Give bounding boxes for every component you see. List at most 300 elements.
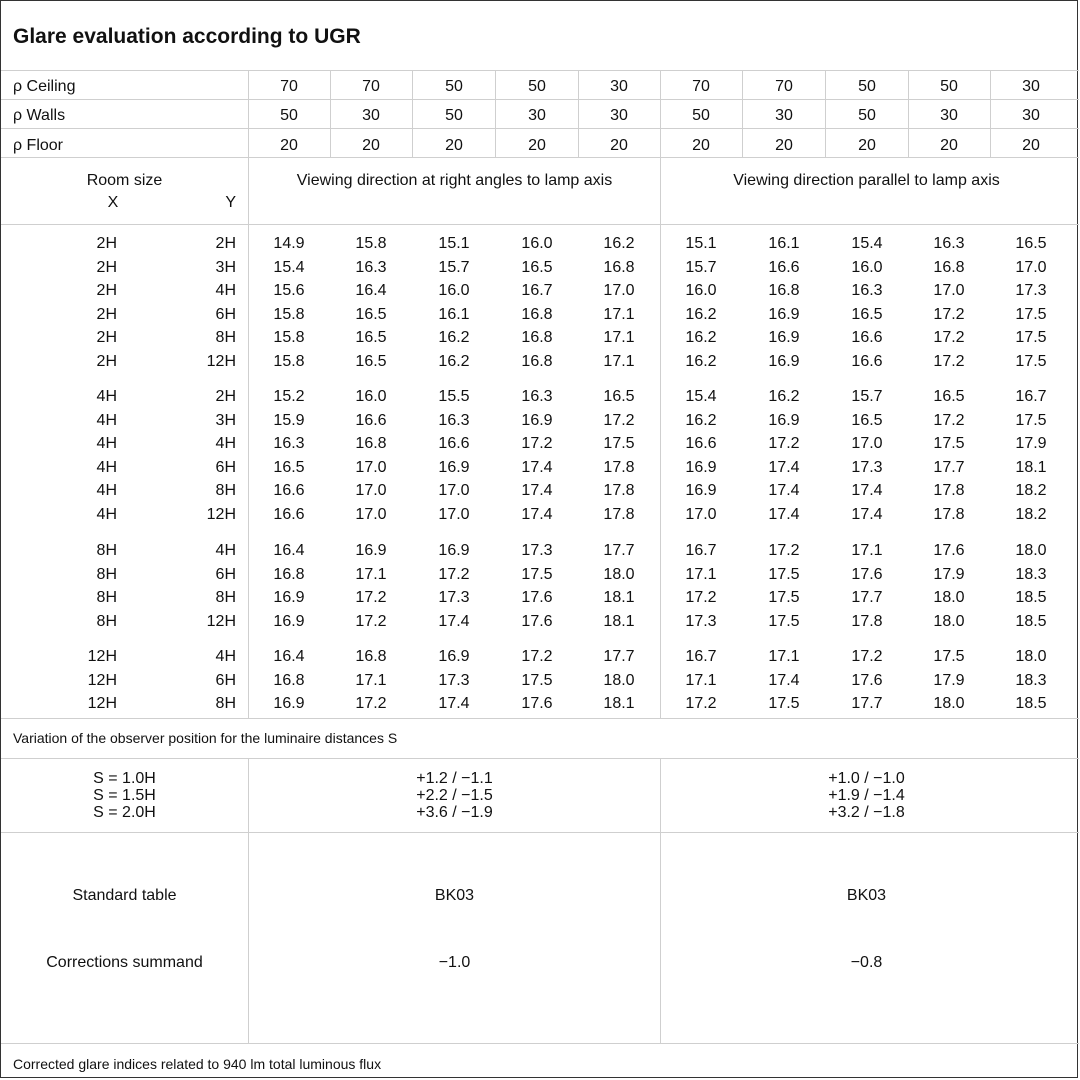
ugr-value: 17.5 (521, 671, 553, 689)
room-size-y: 2H (215, 388, 236, 405)
ugr-value: 16.9 (768, 329, 800, 347)
ugr-value: 18.0 (933, 589, 965, 607)
room-size-x: 4H (96, 482, 117, 500)
room-size-x: 8H (96, 565, 117, 583)
ugr-value: 16.3 (521, 388, 553, 405)
room-size-x: 2H (96, 282, 117, 300)
ugr-value: 16.2 (685, 411, 717, 429)
ugr-value: 16.4 (273, 542, 305, 559)
ugr-value: 18.5 (1015, 695, 1047, 713)
reflectance-value: 50 (280, 107, 298, 124)
variation-label: S = 1.0H (93, 770, 156, 787)
room-size-x: 8H (96, 612, 117, 630)
room-size-x: 4H (96, 411, 117, 429)
ugr-value: 18.1 (603, 589, 635, 607)
ugr-value: 18.3 (1015, 565, 1047, 583)
reflectance-value: 20 (1022, 137, 1040, 154)
ugr-value: 17.2 (521, 648, 553, 665)
room-size-y: 6H (215, 565, 236, 583)
room-size-y: 2H (215, 235, 236, 252)
variation-label: S = 1.5H (93, 787, 156, 804)
ugr-value: 16.6 (355, 411, 387, 429)
ugr-value: 16.0 (355, 388, 387, 405)
ugr-value: 16.2 (438, 329, 470, 347)
ugr-value: 16.7 (685, 648, 717, 665)
ugr-value: 17.7 (933, 458, 965, 476)
divider-line (742, 70, 743, 157)
ugr-value: 16.2 (603, 235, 635, 252)
ugr-value: 15.2 (273, 388, 305, 405)
ugr-value: 17.7 (851, 589, 883, 607)
divider-line (1, 128, 1079, 129)
reflectance-value: 50 (858, 78, 876, 95)
room-size-x: 2H (96, 235, 117, 252)
room-size-y: 6H (215, 458, 236, 476)
room-size-y: 8H (215, 589, 236, 607)
divider-line (1, 224, 1079, 225)
ugr-value: 17.9 (1015, 435, 1047, 453)
reflectance-value: 30 (940, 107, 958, 124)
ugr-value: 15.1 (685, 235, 717, 252)
ugr-value: 17.2 (355, 589, 387, 607)
ugr-value: 18.1 (603, 612, 635, 630)
ugr-value: 15.8 (273, 329, 305, 347)
ugr-value: 16.5 (1015, 235, 1047, 252)
room-size-y-label: Y (225, 194, 236, 211)
reflectance-value: 20 (445, 137, 463, 154)
ugr-value: 17.2 (768, 542, 800, 559)
ugr-value: 16.4 (355, 282, 387, 300)
room-size-y: 4H (215, 542, 236, 559)
room-size-y: 3H (215, 258, 236, 276)
room-size-y: 12H (206, 353, 236, 370)
room-size-x: 2H (96, 353, 117, 370)
ugr-value: 18.0 (933, 612, 965, 630)
ugr-value: 17.3 (521, 542, 553, 559)
room-size-x: 8H (96, 589, 117, 607)
ugr-value: 16.5 (355, 353, 387, 370)
ugr-value: 16.5 (355, 329, 387, 347)
reflectance-value: 20 (692, 137, 710, 154)
variation-value: +1.0 / −1.0 (828, 770, 905, 787)
ugr-value: 17.6 (521, 695, 553, 713)
ugr-value: 15.6 (273, 282, 305, 300)
ugr-value: 17.9 (933, 671, 965, 689)
ugr-value: 16.9 (438, 458, 470, 476)
ugr-value: 17.1 (685, 565, 717, 583)
ugr-value: 17.8 (603, 506, 635, 523)
ugr-value: 17.2 (355, 695, 387, 713)
reflectance-value: 70 (280, 78, 298, 95)
ugr-value: 17.5 (933, 435, 965, 453)
ugr-value: 17.5 (933, 648, 965, 665)
ugr-value: 16.3 (933, 235, 965, 252)
reflectance-value: 20 (610, 137, 628, 154)
corrections-value-parallel: −0.8 (850, 954, 883, 971)
ugr-value: 16.9 (768, 411, 800, 429)
ugr-value: 16.2 (685, 329, 717, 347)
ugr-value: 16.9 (438, 542, 470, 559)
ugr-value: 17.8 (603, 458, 635, 476)
ugr-value: 18.1 (1015, 458, 1047, 476)
ugr-value: 18.0 (1015, 648, 1047, 665)
divider-line (495, 70, 496, 157)
ugr-value: 17.5 (1015, 305, 1047, 323)
ugr-value: 17.4 (768, 506, 800, 523)
reflectance-value: 20 (775, 137, 793, 154)
ugr-value: 16.5 (521, 258, 553, 276)
reflectance-value: 50 (940, 78, 958, 95)
divider-line (908, 70, 909, 157)
ugr-value: 16.5 (603, 388, 635, 405)
variation-labels (1, 770, 248, 821)
ugr-value: 17.1 (355, 565, 387, 583)
reflectance-value: 50 (445, 78, 463, 95)
divider-line (412, 70, 413, 157)
ugr-value: 16.9 (273, 612, 305, 630)
ugr-value: 16.9 (273, 695, 305, 713)
parallel-heading: Viewing direction parallel to lamp axis (733, 172, 1000, 189)
ugr-value: 17.3 (851, 458, 883, 476)
ugr-value: 18.0 (603, 671, 635, 689)
ugr-value: 16.6 (851, 353, 883, 370)
variation-right-angles (249, 770, 660, 821)
ugr-value: 17.0 (355, 506, 387, 523)
ugr-value: 16.8 (768, 282, 800, 300)
room-size-x: 8H (96, 542, 117, 559)
ugr-value: 17.0 (1015, 258, 1047, 276)
room-size-y: 12H (206, 506, 236, 523)
ugr-value: 18.0 (933, 695, 965, 713)
ugr-value: 17.4 (438, 612, 470, 630)
ugr-value: 16.8 (355, 648, 387, 665)
ugr-value: 15.8 (273, 353, 305, 370)
ugr-value: 17.2 (438, 565, 470, 583)
ugr-value: 15.4 (685, 388, 717, 405)
ugr-value: 16.7 (685, 542, 717, 559)
ugr-value: 17.0 (685, 506, 717, 523)
ugr-value: 17.8 (603, 482, 635, 500)
ugr-value: 17.1 (603, 305, 635, 323)
variation-value: +3.2 / −1.8 (828, 804, 905, 821)
ugr-value: 16.6 (768, 258, 800, 276)
room-size-y: 4H (215, 282, 236, 300)
ugr-value: 17.6 (521, 612, 553, 630)
ugr-value: 16.8 (521, 353, 553, 370)
ugr-value: 17.5 (768, 612, 800, 630)
ugr-value: 16.5 (273, 458, 305, 476)
ugr-value: 17.4 (851, 482, 883, 500)
divider-line (578, 70, 579, 157)
ugr-value: 17.5 (603, 435, 635, 453)
ugr-value: 16.8 (273, 671, 305, 689)
reflectance-value: 70 (362, 78, 380, 95)
ugr-value: 17.1 (603, 329, 635, 347)
ugr-value: 15.9 (273, 411, 305, 429)
room-size-label: Room size (86, 172, 163, 189)
ugr-value: 16.2 (768, 388, 800, 405)
reflectance-value: 70 (692, 78, 710, 95)
ugr-value: 17.4 (768, 458, 800, 476)
room-size-x: 4H (96, 388, 117, 405)
ugr-value: 17.0 (603, 282, 635, 300)
reflectance-value: 20 (362, 137, 380, 154)
reflectance-label: ρ Walls (13, 107, 66, 124)
ugr-value: 17.5 (768, 565, 800, 583)
ugr-value: 18.1 (603, 695, 635, 713)
divider-line (248, 70, 249, 718)
footer-note: Corrected glare indices related to 940 lm total luminous flux (13, 1056, 382, 1072)
ugr-value: 17.1 (685, 671, 717, 689)
ugr-value: 17.2 (685, 589, 717, 607)
divider-line (1, 832, 1079, 833)
ugr-value: 16.0 (851, 258, 883, 276)
divider-line (1, 157, 1079, 158)
room-size-y: 8H (215, 695, 236, 713)
ugr-value: 16.9 (768, 353, 800, 370)
ugr-value: 17.5 (521, 565, 553, 583)
ugr-value: 16.1 (768, 235, 800, 252)
reflectance-value: 50 (445, 107, 463, 124)
ugr-value: 17.3 (685, 612, 717, 630)
right-angles-heading: Viewing direction at right angles to lamp axis (296, 172, 613, 189)
divider-line (1, 758, 1079, 759)
ugr-value: 17.2 (851, 648, 883, 665)
ugr-value: 16.8 (521, 305, 553, 323)
ugr-value: 16.6 (273, 482, 305, 500)
ugr-value: 15.1 (438, 235, 470, 252)
ugr-value: 15.7 (438, 258, 470, 276)
ugr-value: 17.3 (438, 671, 470, 689)
ugr-value: 16.0 (438, 282, 470, 300)
ugr-value: 17.1 (768, 648, 800, 665)
room-size-x: 2H (96, 329, 117, 347)
ugr-value: 17.4 (438, 695, 470, 713)
ugr-value: 18.2 (1015, 506, 1047, 523)
ugr-value: 16.0 (685, 282, 717, 300)
reflectance-value: 70 (775, 78, 793, 95)
ugr-value: 17.1 (603, 353, 635, 370)
ugr-value: 17.1 (851, 542, 883, 559)
ugr-value: 17.6 (851, 565, 883, 583)
page-title: Glare evaluation according to UGR (13, 25, 361, 48)
reflectance-value: 30 (610, 78, 628, 95)
room-size-y: 3H (215, 411, 236, 429)
ugr-value: 16.5 (851, 411, 883, 429)
variation-value: +2.2 / −1.5 (416, 787, 493, 804)
ugr-value: 16.9 (521, 411, 553, 429)
variation-value: +1.9 / −1.4 (828, 787, 905, 804)
room-size-x: 2H (96, 305, 117, 323)
divider-line (1, 1043, 1079, 1044)
ugr-value: 16.8 (355, 435, 387, 453)
room-size-x-label: X (107, 194, 119, 211)
reflectance-value: 20 (528, 137, 546, 154)
room-size-x: 4H (96, 458, 117, 476)
ugr-value: 17.5 (1015, 329, 1047, 347)
ugr-value: 16.9 (685, 458, 717, 476)
ugr-value: 16.7 (521, 282, 553, 300)
ugr-value: 16.3 (355, 258, 387, 276)
ugr-value: 17.0 (933, 282, 965, 300)
ugr-value: 15.7 (685, 258, 717, 276)
ugr-value: 18.5 (1015, 612, 1047, 630)
reflectance-value: 50 (528, 78, 546, 95)
ugr-value: 16.8 (603, 258, 635, 276)
variation-value: +1.2 / −1.1 (416, 770, 493, 787)
reflectance-value: 30 (1022, 78, 1040, 95)
reflectance-value: 30 (362, 107, 380, 124)
room-size-y: 8H (215, 482, 236, 500)
ugr-value: 16.3 (438, 411, 470, 429)
reflectance-value: 50 (692, 107, 710, 124)
divider-line (660, 70, 661, 718)
room-size-x: 12H (87, 695, 117, 713)
ugr-value: 16.9 (273, 589, 305, 607)
divider-line (1, 70, 1079, 71)
standard-table-label: Standard table (72, 887, 177, 904)
reflectance-value: 50 (858, 107, 876, 124)
ugr-value: 17.4 (521, 482, 553, 500)
ugr-value: 16.8 (273, 565, 305, 583)
reflectance-label: ρ Floor (13, 137, 63, 154)
ugr-value: 16.5 (355, 305, 387, 323)
room-size-y: 8H (215, 329, 236, 347)
reflectance-value: 20 (280, 137, 298, 154)
ugr-value: 17.3 (438, 589, 470, 607)
variation-value: +3.6 / −1.9 (416, 804, 493, 821)
corrections-value-right-angles: −1.0 (438, 954, 471, 971)
variation-label: S = 2.0H (93, 804, 156, 821)
ugr-value: 17.5 (1015, 353, 1047, 370)
standard-table-value-right-angles: BK03 (434, 887, 475, 904)
ugr-value: 17.2 (768, 435, 800, 453)
ugr-value: 17.2 (521, 435, 553, 453)
ugr-value: 17.0 (438, 482, 470, 500)
ugr-value: 17.2 (933, 305, 965, 323)
ugr-value: 17.7 (603, 542, 635, 559)
ugr-value: 16.7 (1015, 388, 1047, 405)
room-size-x: 4H (96, 506, 117, 523)
ugr-value: 17.6 (521, 589, 553, 607)
ugr-value: 16.6 (273, 506, 305, 523)
ugr-value: 17.4 (768, 671, 800, 689)
ugr-value: 17.8 (933, 506, 965, 523)
ugr-value: 17.2 (355, 612, 387, 630)
divider-line (330, 70, 331, 157)
ugr-value: 17.0 (851, 435, 883, 453)
ugr-value: 16.5 (933, 388, 965, 405)
reflectance-value: 30 (528, 107, 546, 124)
ugr-value: 18.0 (1015, 542, 1047, 559)
ugr-value: 17.4 (521, 458, 553, 476)
room-size-y: 4H (215, 648, 236, 665)
ugr-value: 15.8 (355, 235, 387, 252)
ugr-value: 17.4 (521, 506, 553, 523)
variation-title: Variation of the observer position for the luminaire distances S (13, 730, 398, 746)
ugr-value: 16.9 (438, 648, 470, 665)
reflectance-value: 30 (775, 107, 793, 124)
ugr-value: 16.8 (933, 258, 965, 276)
ugr-value: 16.3 (273, 435, 305, 453)
ugr-value: 15.4 (851, 235, 883, 252)
ugr-value: 16.2 (685, 353, 717, 370)
room-size-y: 12H (206, 612, 236, 630)
ugr-value: 16.6 (685, 435, 717, 453)
divider-line (990, 70, 991, 157)
ugr-value: 17.5 (768, 695, 800, 713)
reflectance-value: 30 (1022, 107, 1040, 124)
ugr-value: 17.3 (1015, 282, 1047, 300)
ugr-value: 18.3 (1015, 671, 1047, 689)
ugr-value: 17.8 (933, 482, 965, 500)
ugr-value: 17.4 (768, 482, 800, 500)
ugr-value: 17.7 (851, 695, 883, 713)
reflectance-value: 20 (858, 137, 876, 154)
ugr-value: 17.9 (933, 565, 965, 583)
ugr-value: 16.1 (438, 305, 470, 323)
variation-parallel (661, 770, 1072, 821)
reflectance-label: ρ Ceiling (13, 78, 76, 95)
ugr-value: 16.6 (438, 435, 470, 453)
ugr-value: 17.5 (1015, 411, 1047, 429)
ugr-value: 16.2 (438, 353, 470, 370)
ugr-value: 15.7 (851, 388, 883, 405)
ugr-value: 15.5 (438, 388, 470, 405)
ugr-value: 17.4 (851, 506, 883, 523)
ugr-value: 17.2 (933, 329, 965, 347)
ugr-value: 17.2 (603, 411, 635, 429)
ugr-value: 17.7 (603, 648, 635, 665)
ugr-value: 17.0 (438, 506, 470, 523)
room-size-x: 12H (87, 671, 117, 689)
ugr-value: 18.5 (1015, 589, 1047, 607)
ugr-value: 16.3 (851, 282, 883, 300)
ugr-value: 16.9 (355, 542, 387, 559)
reflectance-value: 20 (940, 137, 958, 154)
ugr-value: 18.2 (1015, 482, 1047, 500)
room-size-y: 6H (215, 305, 236, 323)
ugr-value: 16.2 (685, 305, 717, 323)
ugr-value: 17.2 (933, 411, 965, 429)
ugr-value: 16.6 (851, 329, 883, 347)
ugr-value: 16.9 (685, 482, 717, 500)
ugr-value: 17.0 (355, 482, 387, 500)
divider-line (1, 99, 1079, 100)
room-size-x: 2H (96, 258, 117, 276)
ugr-value: 17.5 (768, 589, 800, 607)
ugr-value: 16.9 (768, 305, 800, 323)
room-size-y: 4H (215, 435, 236, 453)
ugr-value: 16.5 (851, 305, 883, 323)
ugr-value: 18.0 (603, 565, 635, 583)
ugr-value: 14.9 (273, 235, 305, 252)
ugr-value: 17.6 (851, 671, 883, 689)
room-size-y: 6H (215, 671, 236, 689)
divider-line (825, 70, 826, 157)
ugr-value: 17.2 (933, 353, 965, 370)
room-size-x: 4H (96, 435, 117, 453)
corrections-label: Corrections summand (46, 954, 203, 971)
ugr-value: 16.4 (273, 648, 305, 665)
ugr-value: 16.0 (521, 235, 553, 252)
ugr-value: 17.2 (685, 695, 717, 713)
standard-table-value-parallel: BK03 (846, 887, 887, 904)
ugr-value: 17.0 (355, 458, 387, 476)
ugr-value: 16.8 (521, 329, 553, 347)
ugr-value: 17.6 (933, 542, 965, 559)
ugr-value: 17.8 (851, 612, 883, 630)
